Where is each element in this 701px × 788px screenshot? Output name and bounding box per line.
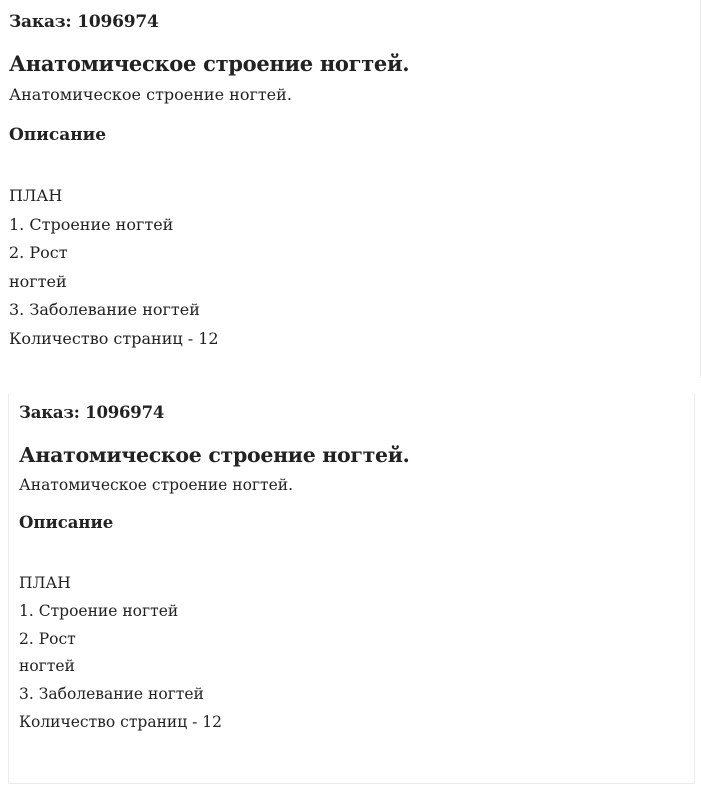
description-line: 2. Рост: [9, 243, 68, 262]
description-heading: Описание: [19, 513, 114, 532]
order-title: Анатомическое строение ногтей.: [9, 51, 410, 76]
description-line: ПЛАН: [9, 186, 63, 205]
description-heading: Описание: [9, 125, 107, 145]
order-card-primary: [0, 0, 701, 378]
description-line: ПЛАН: [19, 574, 71, 592]
order-number: Заказ: 1096974: [9, 12, 159, 32]
description-line: Количество страниц - 12: [9, 328, 219, 348]
description-line: Количество страниц - 12: [19, 712, 223, 731]
description-line: 3. Заболевание ногтей: [19, 685, 204, 704]
order-title: Анатомическое строение ногтей.: [19, 443, 410, 467]
description-line: 1. Строение ногтей: [9, 214, 174, 234]
order-subtitle: Анатомическое строение ногтей.: [9, 85, 292, 104]
description-line: 3. Заболевание ногтей: [9, 300, 200, 319]
description-line: 1. Строение ногтей: [19, 601, 179, 620]
description-list: [9, 182, 700, 353]
order-number: Заказ: 1096974: [19, 403, 165, 422]
description-line: ногтей: [19, 657, 75, 676]
description-line: 2. Рост: [19, 629, 76, 648]
order-card-duplicate: [8, 394, 695, 784]
order-subtitle: Анатомическое строение ногтей.: [19, 476, 294, 494]
description-list: [19, 570, 694, 737]
description-line: ногтей: [9, 271, 67, 291]
